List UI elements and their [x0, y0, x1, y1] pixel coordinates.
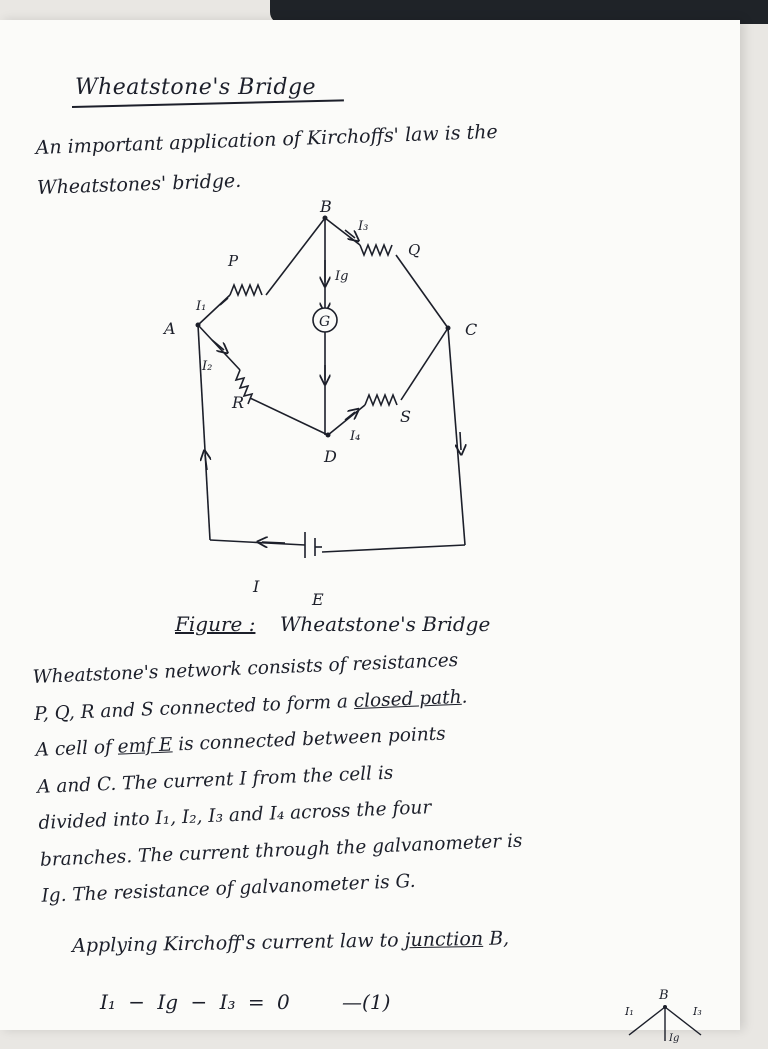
body-line-4: A and C. The current I from the cell is	[36, 762, 394, 798]
body-line-1: Wheatstone's network consists of resistances	[32, 649, 459, 688]
node-D-label: D	[324, 447, 337, 466]
kcl-text-b: B,	[482, 927, 510, 950]
emf-underlined: emf E	[117, 734, 173, 758]
wire-A-down	[198, 325, 213, 540]
wire-S-C	[401, 328, 448, 400]
arrow-bottom	[262, 542, 285, 543]
title-underline	[72, 99, 344, 108]
wire-R-D	[250, 398, 328, 435]
body-line-2a: P, Q, R and S connected to form a	[33, 690, 355, 725]
current-I2-label: I₂	[202, 359, 213, 374]
mini-branch-left	[629, 1007, 665, 1035]
node-B-label: B	[320, 200, 332, 216]
current-I3-label: I₃	[358, 219, 369, 234]
arrow-right-down	[460, 432, 461, 450]
body-line-3b: is connected between points	[171, 723, 447, 756]
wire-bottom-left	[210, 540, 305, 545]
notebook-page	[0, 20, 740, 1044]
junction-underlined: junction	[404, 927, 484, 952]
body-line-2b: .	[461, 686, 468, 708]
bridge-svg	[150, 200, 490, 610]
current-I1-label: I₁	[196, 299, 207, 314]
mini-i3-label: I₃	[693, 1005, 702, 1018]
resistor-R-label: R	[232, 393, 245, 412]
intro-line-1: An important application of Kirchoffs' law is the	[35, 120, 499, 159]
mini-node-dot	[663, 1005, 667, 1009]
figure-text: Wheatstone's Bridge	[279, 612, 491, 636]
mini-i1-label: I₁	[625, 1005, 634, 1018]
body-line-3a: A cell of	[35, 736, 119, 761]
wire-bottom-right	[322, 545, 465, 552]
closed-path-underlined: closed path	[353, 686, 462, 712]
node-D-dot	[326, 433, 331, 438]
arrow-I4	[345, 412, 355, 420]
wire-P-B	[266, 218, 325, 295]
resistor-P	[230, 285, 262, 295]
cell-label: E	[312, 590, 324, 609]
current-Ig-label: Ig	[335, 269, 349, 284]
arrow-I1	[220, 298, 228, 305]
resistor-S	[365, 395, 397, 405]
equation-1	[100, 990, 390, 1014]
figure-caption	[175, 612, 490, 636]
arrow-I2	[212, 340, 224, 350]
resistor-P-label: P	[228, 252, 239, 270]
junction-b-sketch	[615, 985, 725, 1049]
figure-label: Figure :	[175, 612, 256, 636]
node-C-dot	[446, 326, 451, 331]
mini-node-label: B	[659, 988, 669, 1003]
body-line-6: branches. The current through the galvanometer is	[39, 829, 523, 871]
node-A-dot	[196, 323, 201, 328]
node-A-label: A	[164, 319, 176, 338]
kcl-statement	[72, 927, 509, 957]
page-title: Wheatstone's Bridge	[75, 75, 317, 100]
wire-B-Q	[325, 218, 360, 245]
body-line-7: Ig. The resistance of galvanometer is G.	[41, 870, 416, 907]
current-I4-label: I₄	[350, 429, 361, 444]
intro-line-2: Wheatstones' bridge.	[36, 169, 242, 199]
resistor-S-label: S	[400, 407, 411, 426]
wheatstone-bridge-diagram	[150, 200, 490, 614]
mini-ig-label: Ig	[669, 1033, 680, 1044]
equation-number: —(1)	[342, 990, 391, 1014]
junction-b-svg	[615, 985, 725, 1045]
wire-Q-C	[396, 255, 448, 328]
intro-paragraph	[35, 104, 727, 208]
node-B-dot	[323, 216, 328, 221]
wire-C-down	[448, 328, 465, 545]
body-paragraph	[32, 632, 732, 915]
resistor-Q	[360, 245, 392, 255]
kcl-text-a: Applying Kirchoff's current law to	[72, 929, 405, 957]
resistor-Q-label: Q	[408, 241, 421, 259]
node-C-label: C	[465, 320, 478, 339]
body-line-5: divided into I₁, I₂, I₃ and I₄ across the four	[38, 797, 432, 834]
galvanometer-label: G	[319, 314, 331, 330]
equation-text: I₁ − Ig − I₃ = 0	[100, 990, 290, 1014]
current-I-label: I	[253, 577, 260, 596]
